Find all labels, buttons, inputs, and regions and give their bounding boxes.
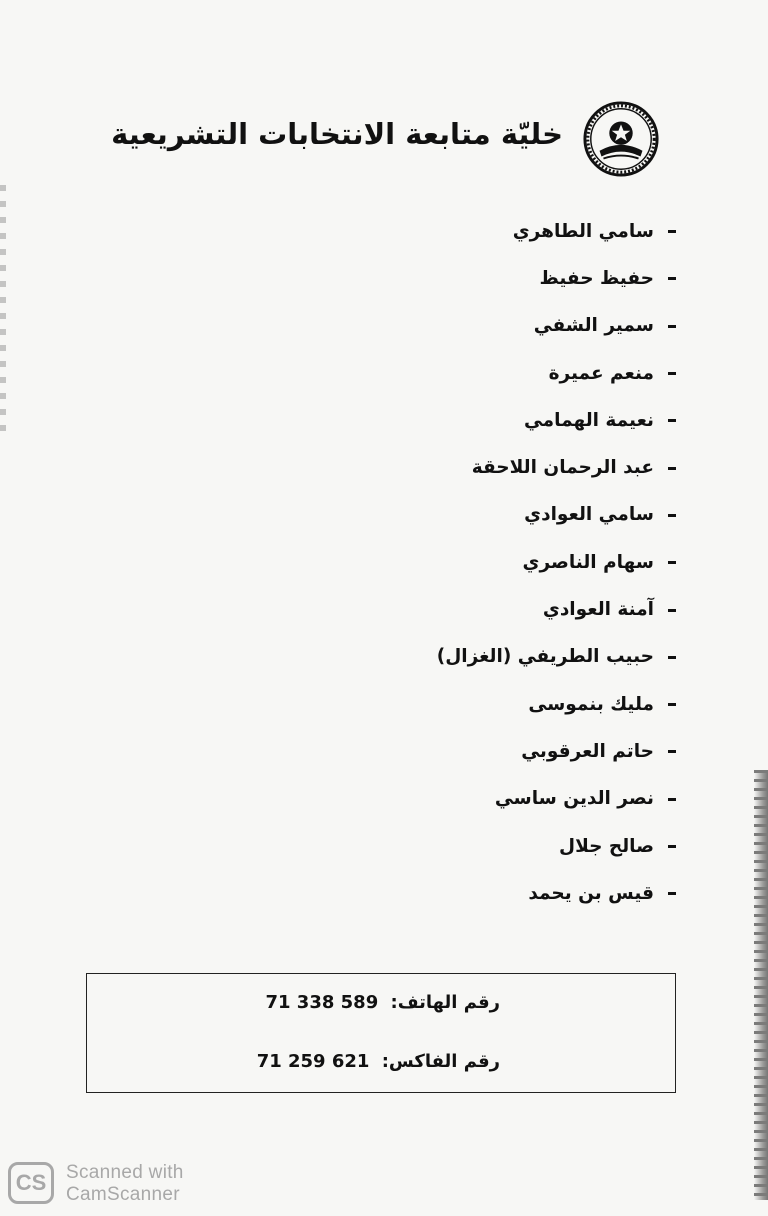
fax-number: 71 259 621 (256, 1051, 370, 1072)
bullet-dash (668, 230, 676, 233)
list-item (316, 870, 676, 917)
list-item (316, 681, 676, 728)
list-item (316, 634, 676, 681)
list-item (316, 350, 676, 397)
member-name: سامي الطاهري (512, 220, 654, 242)
list-item (316, 208, 676, 255)
member-name: نعيمة الهمامي (523, 409, 654, 431)
bullet-dash (668, 277, 676, 280)
member-name: نصر الدين ساسي (494, 788, 654, 810)
bullet-dash (668, 750, 676, 753)
member-name: سمير الشفي (533, 315, 654, 337)
member-name: سامي العوادي (524, 504, 654, 526)
member-list (316, 208, 676, 917)
bullet-dash (668, 798, 676, 801)
member-name: آمنة العوادي (542, 599, 654, 621)
bullet-dash (668, 514, 676, 517)
member-name: حفيظ حفيظ (539, 267, 654, 289)
bullet-dash (668, 703, 676, 706)
watermark-line-2: CamScanner (66, 1184, 180, 1205)
bullet-dash (668, 467, 676, 470)
camscanner-watermark (8, 1160, 208, 1210)
list-item (316, 539, 676, 586)
list-item (316, 303, 676, 350)
bullet-dash (668, 372, 676, 375)
contact-box (86, 973, 676, 1093)
document-title: خليّة متابعة الانتخابات التشريعية (111, 117, 563, 151)
member-name: سهام الناصري (522, 551, 654, 573)
bullet-dash (668, 609, 676, 612)
phone-label: رقم الهاتف: (390, 992, 500, 1013)
member-name: صالح جلال (559, 835, 654, 857)
bullet-dash (668, 419, 676, 422)
phone-line (265, 992, 500, 1013)
list-item (316, 444, 676, 491)
watermark-line-1: Scanned with (66, 1162, 184, 1183)
member-name: منعم عميرة (548, 362, 654, 384)
list-item (316, 586, 676, 633)
camscanner-logo-icon: CS (8, 1162, 54, 1204)
list-item (316, 255, 676, 302)
bullet-dash (668, 325, 676, 328)
member-name: عبد الرحمان اللاحقة (471, 457, 654, 479)
bullet-dash (668, 845, 676, 848)
bullet-dash (668, 656, 676, 659)
member-name: مليك بنموسى (528, 693, 654, 715)
list-item (316, 823, 676, 870)
list-item (316, 397, 676, 444)
list-item (316, 492, 676, 539)
fax-label: رقم الفاكس: (381, 1051, 500, 1072)
scan-edge-artifact-left (0, 185, 6, 435)
scan-edge-artifact-right (754, 770, 768, 1200)
list-item (316, 776, 676, 823)
bullet-dash (668, 561, 676, 564)
member-name: حاتم العرقوبي (521, 740, 654, 762)
union-emblem-icon (582, 100, 660, 178)
bullet-dash (668, 892, 676, 895)
member-name: حبيب الطريفي (الغزال) (436, 646, 654, 668)
phone-number: 71 338 589 (265, 992, 379, 1013)
list-item (316, 728, 676, 775)
member-name: قيس بن يحمد (528, 882, 654, 904)
fax-line (257, 1051, 500, 1072)
